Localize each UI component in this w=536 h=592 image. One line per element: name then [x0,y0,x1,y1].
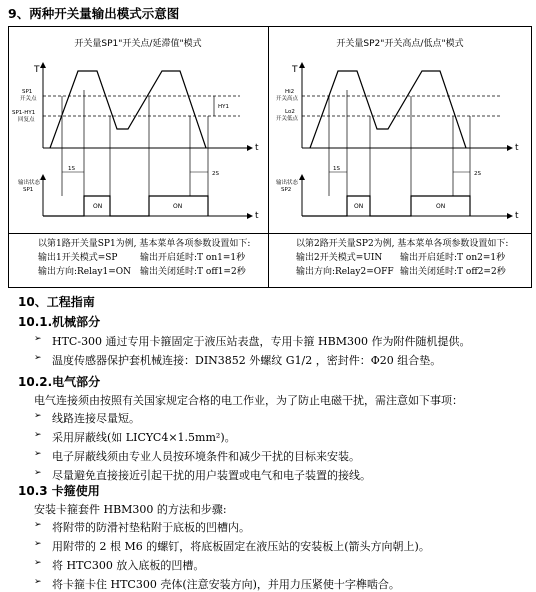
right-axis-T: T [292,65,298,75]
section-10-3-title: 10.3 卡箍使用 [18,484,100,498]
mech-item-2: 温度传感器保护套机械连接：DIN3852 外螺纹 G1/2 ，密封件：Φ20 组合垫。 [52,354,442,367]
left-2s-label: 2S [212,171,219,177]
right-param-2: 输出开启延时:T on2=1秒 [400,253,506,263]
right-axis-t: t [515,143,519,153]
elec-item-4: 尽量避免直接接近引起干扰的用户装置或电气和电子装置的接线。 [52,469,371,482]
section-10-1-title: 10.1.机械部分 [18,315,101,329]
bullet-icon: ➢ [34,430,42,440]
left-temperature-curve [50,71,206,148]
left-param-3: 输出方向:Relay1=ON [38,267,131,277]
bullet-icon: ➢ [34,468,42,478]
elec-item-2: 采用屏蔽线(如 LICYC4×1.5mm²)。 [52,431,236,444]
left-sp1-label: SP1 [22,89,33,95]
right-output-sub: SP2 [281,187,292,193]
left-panel-title: 开关量SP1"开关点/延滞值"模式 [74,39,202,49]
left-hy-sub: 回复点 [18,117,35,123]
right-lo-sub: 开关低点 [276,116,299,122]
right-param-3: 输出方向:Relay2=OFF [296,267,394,277]
left-output-label: 输出状态 [18,180,41,186]
mech-item-1: HTC-300 通过专用卡箍固定于液压站表盘，专用卡箍 HBM300 作为附件随机提供。 [52,335,471,348]
section-10-2-title: 10.2.电气部分 [18,375,101,389]
left-output-signal [43,196,208,216]
left-caption: 以第1路开关量SP1为例, 基本菜单各项参数设置如下: [38,239,251,249]
right-hi-sub: 开关高点 [276,96,299,102]
left-hy-label: SP1-HY1 [12,110,36,116]
left-hy1-label: HY1 [218,104,229,110]
elec-item-3: 电子屏蔽线须由专业人员按环境条件和减少干扰的目标来安装。 [52,450,360,463]
elec-item-1: 线路连接尽量短。 [52,412,140,425]
right-param-1: 输出2开关模式=UIN [296,253,383,263]
clamp-item-2: 用附带的 2 根 M6 的螺钉，将底板固定在液压站的安装板上(箭头方向朝上)。 [52,540,430,553]
bullet-icon: ➢ [34,520,42,530]
left-on-label-1: ON [93,203,103,210]
bullet-icon: ➢ [34,558,42,568]
clamp-item-4: 将卡箍卡住 HTC300 壳体(注意安装方向)，并用力压紧使十字榫啮合。 [52,578,400,591]
left-param-4: 输出关闭延时:T off1=2秒 [140,267,246,277]
right-lo-label: Lo2 [285,109,295,115]
clamp-item-1: 将附带的防滑衬垫粘附于底板的凹槽内。 [52,521,250,534]
left-sp1-sub: 开关点 [20,96,37,102]
bullet-icon: ➢ [34,449,42,459]
clamp-intro: 安装卡箍套件 HBM300 的方法和步骤: [34,503,227,516]
left-on-label-2: ON [173,203,183,210]
right-output-label: 输出状态 [276,180,299,186]
bullet-icon: ➢ [34,334,42,344]
clamp-item-3: 将 HTC300 放入底板的凹槽。 [52,559,205,572]
left-output-axis-t: t [255,211,259,221]
right-2s-label: 2S [474,171,481,177]
right-param-4: 输出关闭延时:T off2=2秒 [400,267,506,277]
right-output-axis-t: t [515,211,519,221]
bullet-icon: ➢ [34,411,42,421]
right-hi-label: Hi2 [285,89,295,95]
left-1s-label: 1S [68,166,75,172]
right-caption: 以第2路开关量SP2为例, 基本菜单各项参数设置如下: [296,239,509,249]
bullet-icon: ➢ [34,577,42,587]
section-10-title: 10、工程指南 [18,295,95,309]
right-on-label-2: ON [436,203,446,210]
bullet-icon: ➢ [34,353,42,363]
right-temperature-curve [310,71,466,148]
elec-intro: 电气连接须由按照有关国家规定合格的电工作业，为了防止电磁干扰，需注意如下事项： [34,394,463,407]
left-axis-T: T [34,65,40,75]
right-on-label-1: ON [354,203,364,210]
right-1s-label: 1S [333,166,340,172]
left-axis-t: t [255,143,259,153]
right-panel-title: 开关量SP2"开关高点/低点"模式 [336,39,464,49]
left-param-2: 输出开启延时:T on1=1秒 [140,253,246,263]
section-9-title: 9、两种开关量输出模式示意图 [8,6,180,21]
left-param-1: 输出1开关模式=SP [38,253,118,263]
left-output-sub: SP1 [23,187,34,193]
bullet-icon: ➢ [34,539,42,549]
